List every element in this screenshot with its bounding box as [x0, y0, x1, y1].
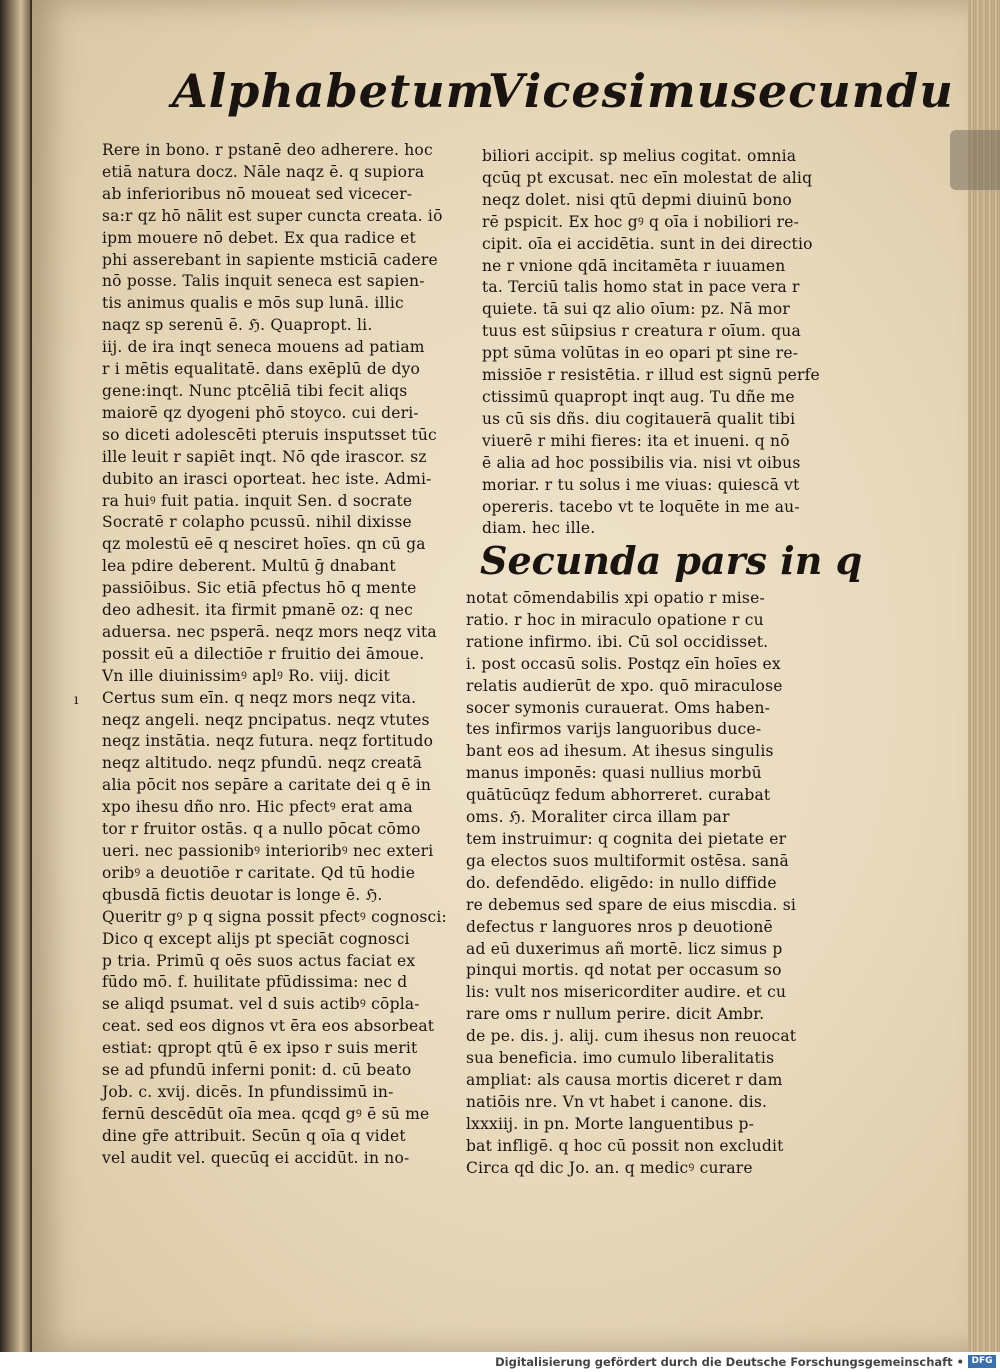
dfg-logo: DFG [968, 1355, 996, 1368]
text-line: oms. ℌ. Moraliter circa illam par [466, 808, 730, 827]
text-line: natiōis nre. Vn vt habet i canone. dis. [466, 1092, 768, 1111]
text-line: qcūq pt excusat. nec eīn molestat de aliq [482, 168, 813, 187]
text-line: bant eos ad ihesum. At ihesus singulis [466, 742, 774, 761]
text-line: lis: vult nos misericorditer audire. et cu [466, 983, 787, 1002]
text-line: tis animus qualis e mōs sup lunā. illic [102, 294, 404, 313]
text-line: naqz sp serenū ē. ℌ. Quapropt. li. [102, 316, 373, 335]
text-line: qz molestū eē q nesciret hoīes. qn cū ga [102, 535, 426, 554]
text-line: tem instruimur: q cognita dei pietate er [466, 829, 787, 848]
text-line: ampliat: als causa mortis diceret r dam [466, 1070, 783, 1089]
text-line: biliori accipit. sp melius cogitat. omnia [482, 147, 797, 165]
text-line: Dico q except alijs pt speciāt cognosci [102, 929, 410, 948]
text-line: lxxxiij. in pn. Morte languentibus p- [466, 1114, 755, 1133]
margin-mark: ı [74, 692, 79, 708]
text-line: xpo ihesu dño nro. Hic pfectꝰ erat ama [102, 798, 413, 817]
text-line: vel audit vel. quecūq ei accidūt. in no- [102, 1148, 410, 1167]
text-line: de pe. dis. j. alij. cum ihesus non reuocat [466, 1027, 797, 1046]
text-line: lea pdire deberent. Multū ḡ dnabant [102, 557, 396, 576]
text-line: ab inferioribus nō moueat sed vicecer- [102, 184, 413, 203]
left-page-edge [0, 0, 30, 1352]
text-line: ad eū duxerimus añ mortē. licz simus p [466, 939, 783, 958]
text-line: maiorē qz dyogeni phō stoyco. cui deri- [102, 403, 419, 422]
text-line: ga electos suos multiformit ostēsa. sanā [466, 851, 789, 870]
text-line: ē alia ad hoc possibilis via. nisi vt oibus [482, 453, 801, 472]
text-line: ceat. sed eos dignos vt ēra eos absorbeat [102, 1017, 435, 1036]
text-line: fernū descēdūt oīa mea. qcqd gꝰ ē sū me [102, 1104, 430, 1123]
text-line: neqz altitudo. neqz pfundū. neqz creatā [102, 754, 423, 773]
text-line: Vn ille diuinissimꝰ aplꝰ Ro. viij. dicit [102, 666, 390, 685]
text-line: passiōibus. Sic etiā pfectus hō q mente [102, 579, 417, 598]
left-text-column [102, 140, 447, 1170]
text-line: ta. Terciū talis homo stat in pace vera r [482, 278, 800, 297]
text-line: notat cōmendabilis xpi opatio r mise- [466, 589, 765, 607]
running-head-right: Vicesimusecundu [488, 64, 954, 118]
text-line: ra huiꝰ fuit patia. inquit Sen. d socrate [102, 491, 413, 510]
page-edges [968, 0, 1000, 1352]
text-line: viuerē r mihi fieres: ita et inueni. q nō [482, 431, 790, 450]
text-line: ne r vnione qdā incitamēta r iuuamen [482, 256, 786, 275]
text-line: moriar. r tu solus i me viuas: quiescā vt [482, 475, 800, 494]
text-line: iij. de ira inqt seneca mouens ad patiam [102, 338, 425, 357]
text-line: gene:inqt. Nunc ptcēliā tibi fecit aliqs [102, 381, 408, 400]
text-line: us cū sis dñs. diu cogitauerā qualit tibi [482, 409, 796, 428]
right-text-column-top [482, 146, 822, 540]
text-line: se aliqd psumat. vel d suis actibꝰ cōpla- [102, 995, 420, 1014]
text-line: ppt sūma volūtas in eo opari pt sine re- [482, 344, 799, 363]
text-line: p tria. Primū q oēs suos actus faciat ex [102, 951, 416, 970]
text-line: fūdo mō. f. huilitate pfūdissima: nec d [102, 973, 408, 992]
text-line: Certus sum eīn. q neqz mors neqz vita. [102, 688, 417, 707]
text-line: Job. c. xvij. dicēs. In pfundissimū in- [102, 1082, 394, 1101]
text-line: so diceti adolescēti pteruis insputsset tūc [102, 425, 437, 444]
text-line: quiete. tā sui qz alio oīum: pz. Nā mor [482, 300, 790, 319]
text-line: socer symonis curauerat. Oms haben- [466, 698, 771, 717]
text-line: possit eū a dilectiōe r fruitio dei āmoue. [102, 644, 425, 663]
text-line: qbusdā fictis deuotar is longe ē. ℌ. [102, 885, 383, 904]
digitization-footer [0, 1352, 1000, 1372]
text-line: deo adhesit. ita firmit pmanē oz: q nec [102, 601, 414, 620]
text-line: se ad pfundū inferni ponit: d. cū beato [102, 1061, 412, 1080]
text-line: Circa qd dic Jo. an. q medicꝰ curare [466, 1158, 753, 1177]
text-line: r i mētis equalitatē. dans exēplū de dyo [102, 360, 421, 379]
text-line: defectus r languores nros p deuotionē [466, 917, 773, 936]
page-clip-shadow [950, 130, 1000, 190]
text-line: ille leuit r sapiēt inqt. Nō qde irascor. sz [102, 447, 427, 466]
text-line: ipm mouere nō debet. Ex qua radice et [102, 228, 416, 247]
text-line: rē pspicit. Ex hoc gꝰ q oīa i nobiliori re- [482, 212, 800, 231]
text-line: neqz angeli. neqz pncipatus. neqz vtutes [102, 710, 430, 729]
text-line: i. post occasū solis. Postqz eīn hoīes ex [466, 654, 781, 673]
text-line: ratio. r hoc in miraculo opatione r cu [466, 610, 764, 629]
text-line: re debemus sed spare de eius miscdia. si [466, 895, 797, 914]
right-text-column-bottom [466, 588, 822, 1179]
text-line: bat infligē. q hoc cū possit non excludit [466, 1136, 784, 1155]
text-line: Socratē r colapho pcussū. nihil dixisse [102, 513, 412, 532]
text-line: neqz dolet. nisi qtū depmi diuinū bono [482, 190, 792, 209]
text-line: sa:r qz hō nālit est super cuncta creata. iō [102, 206, 443, 225]
text-line: nō posse. Talis inquit seneca est sapien- [102, 272, 425, 291]
text-line: relatis audierūt de xpo. quō miraculose [466, 676, 783, 695]
text-line: cipit. oīa ei accidētia. sunt in dei directio [482, 234, 813, 253]
text-line: sua beneficia. imo cumulo liberalitatis [466, 1049, 775, 1068]
text-line: ratione infirmo. ibi. Cū sol occidisset. [466, 632, 769, 651]
text-line: neqz instātia. neqz futura. neqz fortitudo [102, 732, 434, 751]
text-line: dine gr̄e attribuit. Secūn q oīa q videt [102, 1126, 406, 1145]
text-line: pinqui mortis. qd notat per occasum so [466, 961, 782, 980]
text-line: tes infirmos varijs languoribus duce- [466, 720, 762, 739]
text-line: manus imponēs: quasi nullius morbū [466, 764, 762, 783]
text-line: ctissimū quapropt inqt aug. Tu dñe me [482, 387, 795, 406]
text-line: missiōe r resistētia. r illud est signū perfe [482, 366, 820, 385]
text-line: dubito an irasci oporteat. hec iste. Admi- [102, 469, 432, 488]
text-line: do. defendēdo. eligēdo: in nullo diffide [466, 873, 777, 892]
text-line: Rere in bono. r pstanē deo adherere. hoc [102, 141, 433, 159]
text-line: ueri. nec passionibꝰ interioribꝰ nec exteri [102, 842, 434, 860]
text-line: diam. hec ille. [482, 519, 596, 538]
footer-credit-text: Digitalisierung gefördert durch die Deutsche Forschungsgemeinschaft • [495, 1355, 964, 1369]
text-line: etiā natura docz. Nāle naqz ē. q supiora [102, 162, 425, 181]
text-line: tor r fruitor ostās. q a nullo pōcat cōmo [102, 820, 421, 839]
text-line: alia pōcit nos sepāre a caritate dei q ē in [102, 776, 432, 795]
running-head-left: Alphabetum [172, 64, 496, 118]
text-line: phi asserebant in sapiente msticiā cadere [102, 250, 438, 269]
text-line: tuus est sūipsius r creatura r oīum. qua [482, 322, 801, 341]
text-line: aduersa. nec psperā. neqz mors neqz vita [102, 622, 437, 641]
text-line: estiat: qpropt qtū ē ex ipso r suis merit [102, 1039, 418, 1058]
section-heading: Secunda pars in q [480, 538, 863, 583]
text-line: Queritr gꝰ p q signa possit pfectꝰ cognosci: [102, 907, 447, 926]
text-line: opereris. tacebo vt te loquēte in me au- [482, 497, 800, 516]
text-line: rare oms r nullum perire. dicit Ambr. [466, 1005, 765, 1024]
text-line: oribꝰ a deuotiōe r caritate. Qd tū hodie [102, 863, 416, 882]
text-line: quātūcūqz fedum abhorreret. curabat [466, 786, 771, 805]
